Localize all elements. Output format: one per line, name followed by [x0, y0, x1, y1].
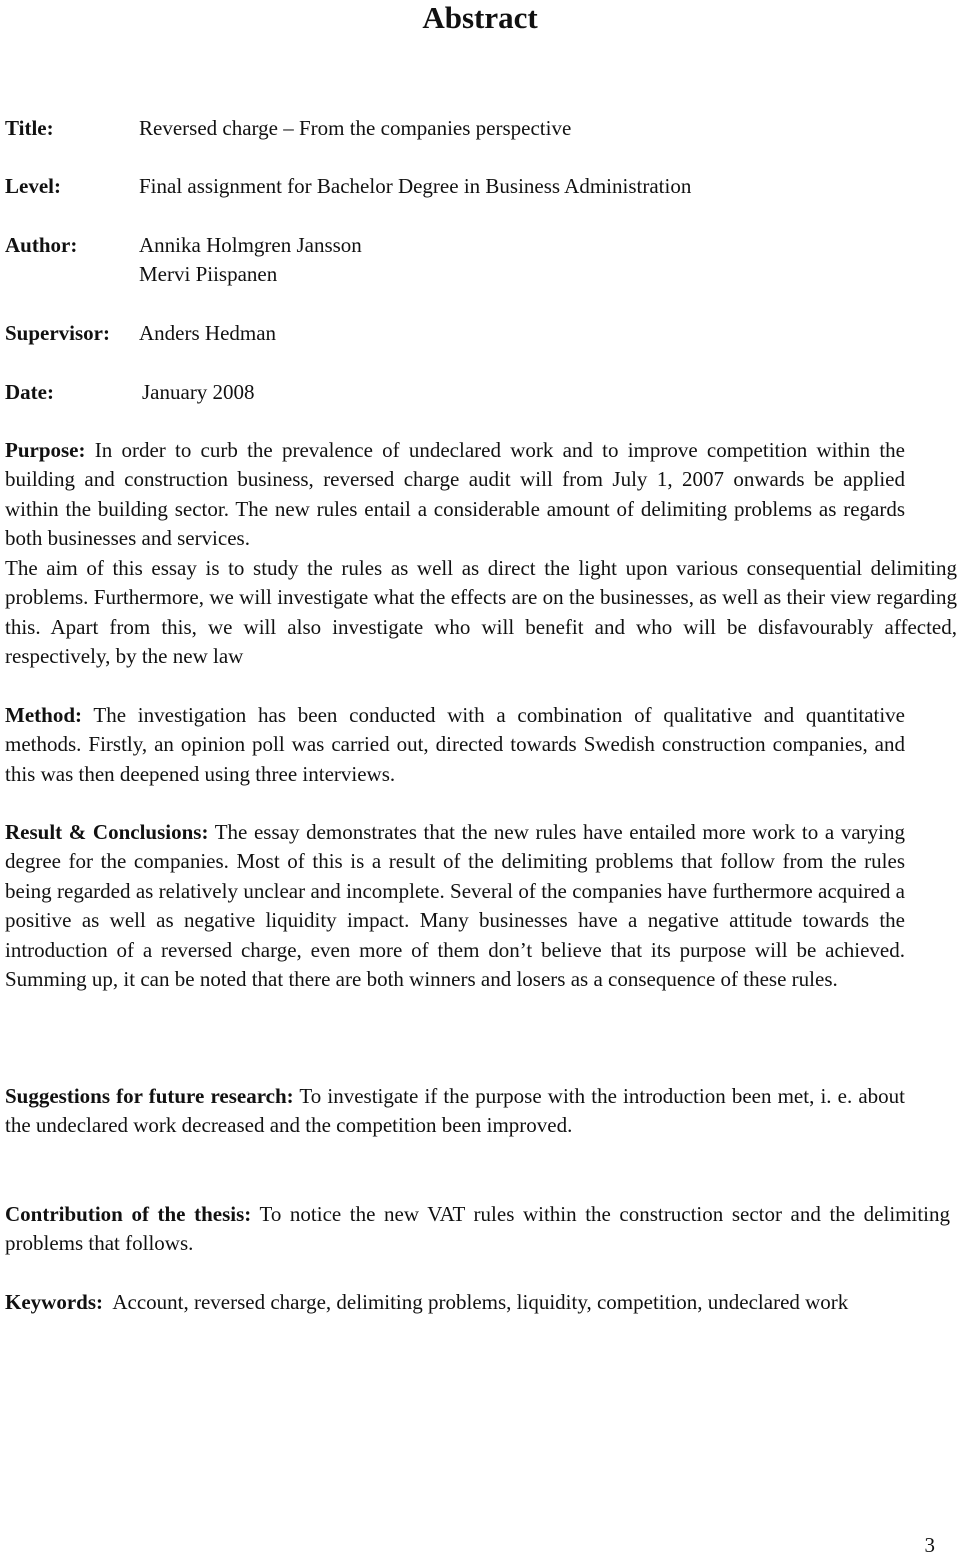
- page-number: 3: [924, 1533, 935, 1557]
- aim-paragraph: [5, 554, 957, 672]
- title-label: Title:: [5, 116, 54, 140]
- method-label: Method:: [5, 703, 82, 727]
- purpose-label: Purpose:: [5, 438, 86, 462]
- purpose-text: In order to curb the prevalence of undeclared work and to improve competition within the building and construction business, reversed charge audit will from July 1, 2007 onwards be applied within the building sector. The new rules entail a considerable amount of delimiting problems as regards both businesses and services.: [5, 438, 905, 551]
- author-name: Mervi Piispanen: [139, 262, 278, 287]
- keywords-text: Account, reversed charge, delimiting problems, liquidity, competition, undeclared work: [103, 1290, 849, 1314]
- contribution-text: To notice the new VAT rules within the construction sector and the delimiting problems that follows.: [5, 1202, 951, 1256]
- suggestions-paragraph: [5, 1082, 905, 1141]
- result-label: Result & Conclusions:: [5, 820, 209, 844]
- keywords-paragraph: [5, 1288, 935, 1317]
- author-name: Annika Holmgren Jansson: [139, 233, 362, 257]
- supervisor-label: Supervisor:: [5, 321, 110, 345]
- supervisor-value: Anders Hedman: [139, 321, 277, 345]
- supervisor-row: [5, 319, 955, 349]
- contribution-paragraph: [5, 1200, 950, 1259]
- date-row: [5, 378, 955, 408]
- suggestions-text: To investigate if the purpose with the introduction been met, i. e. about the undeclared work decreased and the competition been improved.: [5, 1084, 905, 1138]
- author-label: Author:: [5, 233, 78, 257]
- level-value: Final assignment for Bachelor Degree in Business Administration: [139, 174, 692, 198]
- date-label: Date:: [5, 380, 54, 404]
- level-row: [5, 172, 955, 202]
- suggestions-label: Suggestions for future research:: [5, 1084, 294, 1108]
- title-row: [5, 114, 955, 144]
- purpose-paragraph: [5, 436, 905, 554]
- result-text: The essay demonstrates that the new rules have entailed more work to a varying degree for the companies. Most of this is a result of the delimiting problems that follow from the rules being regarded as relatively unclear and incomplete. Several of the companies have furthermore acquired a positive as well as negative liquidity impact. Many businesses have a negative attitude towards the introduction of a reversed charge, even more of them don’t believe that its purpose will be achieved. Summing up, it can be noted that there are both winners and losers as a consequence of these rules.: [5, 820, 905, 992]
- result-paragraph: [5, 818, 905, 994]
- page-title: Abstract: [422, 0, 538, 35]
- date-value: January 2008: [142, 380, 255, 404]
- level-label: Level:: [5, 174, 61, 198]
- aim-text: The aim of this essay is to study the rules as well as direct the light upon various consequential delimiting problems. Furthermore, we will investigate what the effects are on the businesses, as well as their view regarding this. Apart from this, we will also investigate who will benefit and who will be disfavourably affected, respectively, by the new law: [5, 556, 957, 669]
- keywords-label: Keywords:: [5, 1290, 103, 1314]
- method-text: The investigation has been conducted with a combination of qualitative and quantitative methods. Firstly, an opinion poll was carried out, directed towards Swedish construction companies, and this was then deepened using three interviews.: [5, 703, 905, 786]
- title-value: Reversed charge – From the companies perspective: [139, 116, 572, 140]
- author-row: [5, 231, 955, 291]
- contribution-label: Contribution of the thesis:: [5, 1202, 252, 1226]
- method-paragraph: [5, 701, 905, 789]
